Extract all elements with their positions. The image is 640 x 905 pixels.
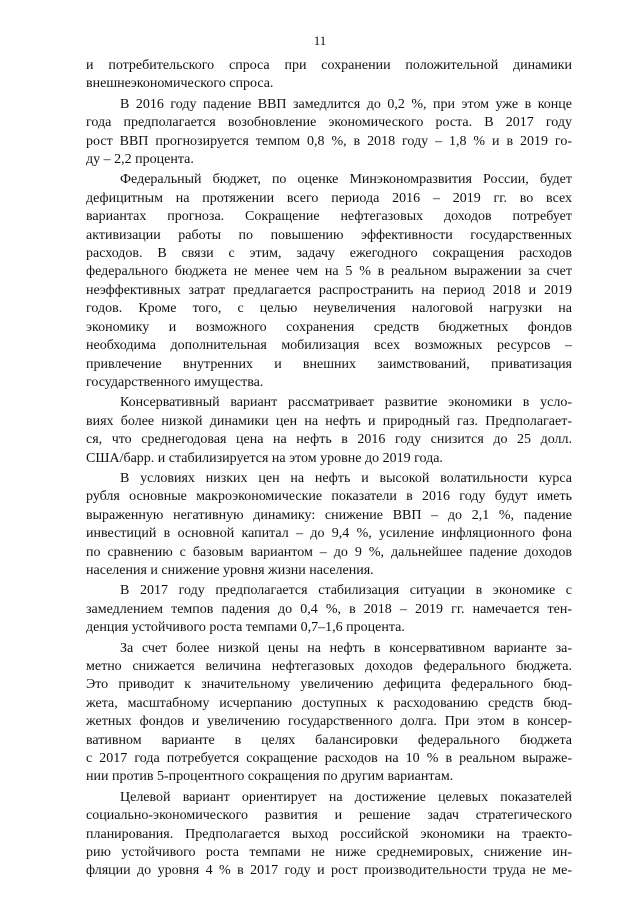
text-line: рост ВВП прогнозируется темпом 0,8 %, в 2018 году – 1,8 % и в 2019 го- xyxy=(86,133,572,149)
paragraph xyxy=(86,789,572,881)
text-line: Федеральный бюджет, по оценке Минэкономразвития России, будет xyxy=(120,172,572,188)
text-line: В 2017 году предполагается стабилизация ситуации в экономике с xyxy=(120,583,572,599)
paragraph xyxy=(86,582,572,637)
document-body xyxy=(86,57,572,881)
text-line: ду – 2,2 процента. xyxy=(86,152,194,168)
text-line: США/барр. и стабилизируется на этом уровне до 2019 года. xyxy=(86,450,443,466)
paragraph xyxy=(86,640,572,787)
text-line: государственного имущества. xyxy=(86,374,264,390)
text-line: вативном варианте в целях балансировки федерального бюджета xyxy=(86,732,572,748)
text-line: фляции до уровня 4 % в 2017 году и рост производительности труда не ме- xyxy=(86,863,572,879)
text-line: вариантах прогноза. Сокращение нефтегазовых доходов потребует xyxy=(86,209,572,225)
text-line: необходима дополнительная мобилизация всех возможных ресурсов – xyxy=(86,338,572,354)
text-line: рубля основные макроэкономические показатели в 2016 году будут иметь xyxy=(86,489,572,505)
paragraph xyxy=(86,57,572,94)
text-line: За счет более низкой цены на нефть в консервативном варианте за- xyxy=(120,640,572,656)
text-line: Это приводит к значительному увеличению дефицита федерального бюд- xyxy=(86,677,572,693)
text-line: социально-экономического развития и решение задач стратегического xyxy=(86,808,572,824)
text-line: привлечение внутренних и внешних заимствований, приватизация xyxy=(86,356,572,372)
text-line: виях более низкой динамики цен на нефть и природный газ. Предполагает- xyxy=(86,413,572,429)
text-line: ся, что среднегодовая цена на нефть в 2016 году снизится до 25 долл. xyxy=(86,432,572,448)
text-line: дефицитным на протяжении всего периода 2016 – 2019 гг. во всех xyxy=(86,190,572,206)
text-line: активизации работы по повышению эффективности государственных xyxy=(86,227,572,243)
text-line: годов. Кроме того, с целью неувеличения налоговой нагрузки на xyxy=(86,301,572,317)
paragraph xyxy=(86,470,572,580)
text-line: планирования. Предполагается выход российской экономики на траекто- xyxy=(86,826,572,842)
text-line: метно снижается величина нефтегазовых доходов федерального бюджета. xyxy=(86,659,572,674)
text-line: населения и снижение уровня жизни населения. xyxy=(86,562,374,578)
text-line: нии против 5-процентного сокращения по другим вариантам. xyxy=(86,769,454,785)
text-line: Консервативный вариант рассматривает развитие экономики в усло- xyxy=(120,395,572,411)
text-line: Целевой вариант ориентирует на достижение целевых показателей xyxy=(120,789,572,805)
paragraph xyxy=(86,171,572,392)
text-line: года предполагается возобновление экономического роста. В 2017 году xyxy=(86,115,572,131)
text-line: инвестиций в основной капитал – до 9,4 %, усиление инфляционного фона xyxy=(86,526,572,542)
text-line: жетных фондов и увеличению государственного долга. При этом в консер- xyxy=(86,714,572,730)
paragraph xyxy=(86,394,572,468)
text-line: выраженную негативную динамику: снижение ВВП – до 2,1 %, падение xyxy=(86,507,572,523)
text-line: В 2016 году падение ВВП замедлится до 0,2 %, при этом уже в конце xyxy=(120,96,572,112)
text-line: расходов. В связи с этим, задачу ежегодного сокращения расходов xyxy=(86,246,572,262)
text-line: рию устойчивого роста темпами не ниже среднемировых, снижение ин- xyxy=(86,845,572,861)
text-line: замедлением темпов падения до 0,4 %, в 2018 – 2019 гг. намечается тен- xyxy=(86,601,572,617)
text-line: экономику и возможного сохранения средств бюджетных фондов xyxy=(86,319,572,335)
text-line: федерального бюджета не менее чем на 5 % в реальном выражении за счет xyxy=(86,264,572,280)
text-line: жета, масштабному исчерпанию доступных к расходованию средств бюд- xyxy=(86,695,572,711)
text-line: денция устойчивого роста темпами 0,7–1,6 процента. xyxy=(86,620,405,636)
text-line: неэффективных затрат предлагается распространить на период 2018 и 2019 xyxy=(86,282,572,298)
text-line: и потребительского спроса при сохранении положительной динамики xyxy=(86,58,572,73)
page-number: 11 xyxy=(313,33,327,48)
text-line: В условиях низких цен на нефть и высокой волатильности курса xyxy=(120,470,572,486)
text-line: с 2017 года потребуется сокращение расходов на 10 % в реальном выраже- xyxy=(86,751,572,767)
paragraph xyxy=(86,96,572,170)
text-line: внешнеэкономического спроса. xyxy=(86,76,274,92)
text-line: по сравнению с базовым вариантом – до 9 %, дальнейшее падение доходов xyxy=(86,544,572,560)
